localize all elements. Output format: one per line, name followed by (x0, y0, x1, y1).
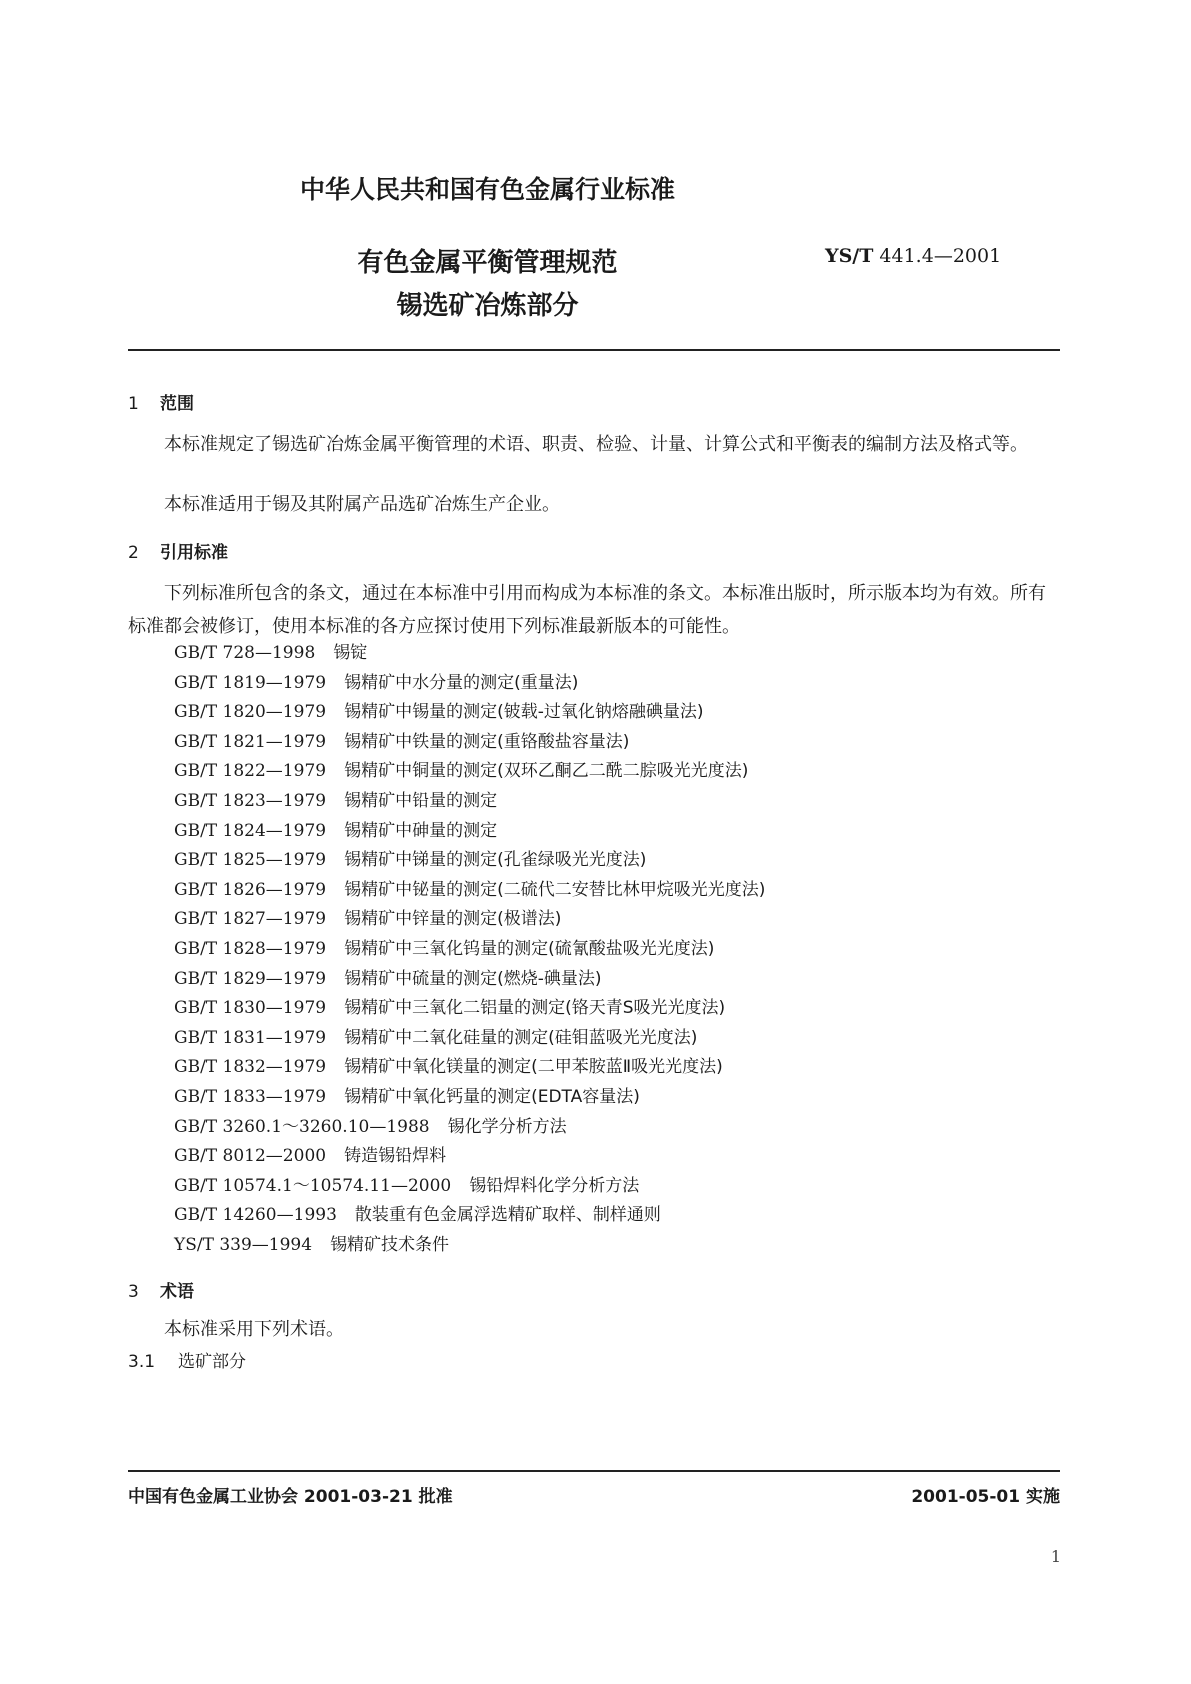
reference-item (174, 1230, 449, 1255)
reference-item (174, 816, 497, 841)
reference-title: 锡精矿中二氧化硅量的测定(硅钼蓝吸光光度法) (344, 1027, 698, 1048)
reference-title: 锡精矿中铋量的测定(二硫代二安替比林甲烷吸光光度法) (344, 879, 766, 900)
reference-item (174, 668, 578, 693)
reference-item (174, 993, 725, 1018)
reference-code: GB/T 1822—1979 (174, 761, 327, 782)
reference-title: 铸造锡铅焊料 (344, 1146, 447, 1167)
reference-item (174, 1112, 567, 1137)
standard-code-number: 441.4—2001 (879, 245, 1002, 267)
reference-title: 锡精矿中锑量的测定(孔雀绿吸光光度法) (344, 850, 647, 871)
reference-item (174, 934, 714, 959)
reference-item (174, 697, 703, 722)
reference-item (174, 1171, 639, 1196)
reference-code: GB/T 1825—1979 (174, 850, 327, 871)
standard-code-prefix: YS/T (825, 245, 874, 267)
reference-item (174, 786, 497, 811)
reference-item (174, 756, 748, 781)
reference-title: 锡精矿中硫量的测定(燃烧-碘量法) (344, 968, 602, 989)
reference-code: GB/T 728—1998 (174, 643, 316, 663)
reference-title: 锡锭 (333, 643, 368, 663)
section-1-paragraph-1: 本标准规定了锡选矿冶炼金属平衡管理的术语、职责、检验、计量、计算公式和平衡表的编制方法及格式等。 (164, 434, 1028, 455)
reference-code: YS/T 339—1994 (174, 1235, 313, 1255)
reference-code: GB/T 1833—1979 (174, 1087, 327, 1107)
page-number: 1 (1050, 1547, 1061, 1566)
reference-title: 锡精矿中铜量的测定(双环乙酮乙二酰二腙吸光光度法) (344, 761, 749, 782)
reference-item (174, 1141, 446, 1166)
reference-code: GB/T 1827—1979 (174, 909, 327, 930)
reference-title: 锡精矿中水分量的测定(重量法) (344, 672, 579, 693)
standard-category-title: 中华人民共和国有色金属行业标准 (299, 175, 675, 204)
reference-title: 锡精矿中锌量的测定(极谱法) (344, 909, 562, 930)
reference-code: GB/T 14260—1993 (174, 1205, 337, 1226)
reference-item (174, 845, 646, 870)
reference-title: 锡精矿中铅量的测定 (344, 791, 498, 811)
document-title-line2: 锡选矿冶炼部分 (396, 291, 579, 321)
reference-code: GB/T 1824—1979 (174, 820, 327, 841)
reference-title: 锡精矿中砷量的测定 (344, 820, 498, 841)
subsection-3-1 (128, 1347, 246, 1372)
footer-divider (128, 1470, 1060, 1472)
reference-code: GB/T 1819—1979 (174, 672, 327, 693)
reference-code: GB/T 1821—1979 (174, 731, 327, 752)
section-1-paragraph-2: 本标准适用于锡及其附属产品选矿冶炼生产企业。 (164, 494, 560, 515)
section-1-number: 1 (128, 394, 139, 414)
section-2-number: 2 (128, 543, 139, 563)
reference-item (174, 1082, 640, 1107)
standard-code (825, 245, 1001, 267)
reference-code: GB/T 1832—1979 (174, 1057, 327, 1078)
reference-code: GB/T 8012—2000 (174, 1146, 327, 1167)
reference-title: 锡精矿中三氧化钨量的测定(硫氰酸盐吸光光度法) (344, 939, 715, 959)
reference-code: GB/T 1828—1979 (174, 939, 327, 959)
reference-item (174, 1200, 661, 1225)
section-3-number: 3 (128, 1282, 139, 1302)
reference-title: 锡精矿技术条件 (330, 1235, 450, 1255)
section-1-title: 范围 (160, 394, 194, 414)
reference-item (174, 638, 367, 663)
reference-title: 锡铅焊料化学分析方法 (469, 1175, 640, 1196)
reference-item (174, 904, 561, 929)
reference-item (174, 875, 765, 900)
subsection-3-1-title: 选矿部分 (178, 1352, 246, 1372)
reference-title: 锡精矿中锡量的测定(铍载-过氧化钠熔融碘量法) (344, 702, 704, 723)
reference-code: GB/T 1823—1979 (174, 791, 327, 811)
reference-item (174, 727, 629, 752)
section-1-heading (128, 389, 194, 414)
approval-statement: 中国有色金属工业协会 2001-03-21 批准 (128, 1487, 453, 1507)
header-divider (128, 349, 1060, 351)
reference-title: 锡精矿中氧化镁量的测定(二甲苯胺蓝Ⅱ吸光光度法) (344, 1057, 723, 1078)
reference-item (174, 1052, 723, 1077)
section-3-heading (128, 1277, 194, 1302)
reference-code: GB/T 10574.1～10574.11—2000 (174, 1175, 452, 1196)
reference-title: 锡精矿中三氧化二铝量的测定(铬天青S吸光光度法) (344, 998, 726, 1019)
reference-title: 锡化学分析方法 (447, 1116, 567, 1137)
document-title-line1: 有色金属平衡管理规范 (357, 248, 618, 278)
effective-date-statement: 2001-05-01 实施 (911, 1487, 1060, 1507)
subsection-3-1-number: 3.1 (128, 1352, 156, 1372)
section-2-heading (128, 538, 228, 563)
reference-code: GB/T 1829—1979 (174, 968, 327, 989)
reference-code: GB/T 1826—1979 (174, 879, 327, 900)
reference-title: 锡精矿中铁量的测定(重铬酸盐容量法) (344, 731, 630, 752)
reference-title: 锡精矿中氧化钙量的测定(EDTA容量法) (344, 1087, 640, 1107)
section-2-intro: 下列标准所包含的条文，通过在本标准中引用而构成为本标准的条文。本标准出版时，所示版本均为有效。所有标准都会被修订，使用本标准的各方应探讨使用下列标准最新版本的可能性。 (128, 583, 1046, 637)
reference-code: GB/T 1831—1979 (174, 1027, 327, 1048)
section-2-title: 引用标准 (160, 543, 228, 563)
reference-code: GB/T 1830—1979 (174, 998, 327, 1019)
section-3-title: 术语 (160, 1282, 194, 1302)
reference-code: GB/T 3260.1～3260.10—1988 (174, 1116, 430, 1137)
reference-item (174, 964, 601, 989)
reference-code: GB/T 1820—1979 (174, 702, 327, 723)
reference-title: 散装重有色金属浮选精矿取样、制样通则 (354, 1205, 661, 1226)
reference-item (174, 1023, 697, 1048)
section-3-intro: 本标准采用下列术语。 (164, 1319, 344, 1340)
